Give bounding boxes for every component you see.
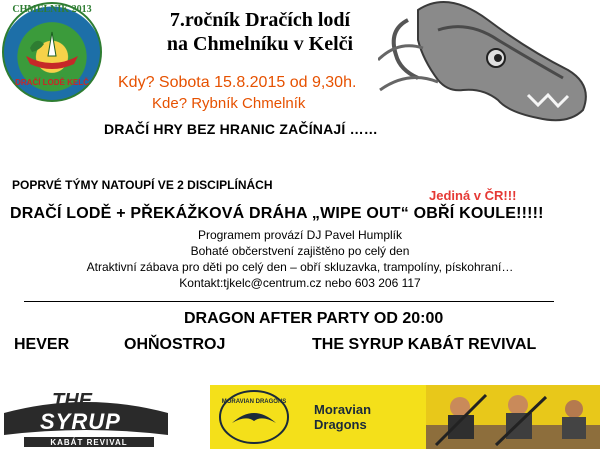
after-party-headline: DRAGON AFTER PARTY OD 20:00 bbox=[184, 310, 444, 327]
info-line-dj: Programem provází DJ Pavel Humplík bbox=[197, 228, 403, 242]
paddlers-photo bbox=[426, 385, 600, 449]
dragon-boat-logo-icon bbox=[22, 26, 82, 72]
event-title bbox=[140, 8, 380, 56]
logo-top-text: CHMELNÍK 2013 bbox=[12, 4, 92, 15]
title-line-2: na Chmelníku v Kelči bbox=[166, 33, 354, 55]
syrup-logo bbox=[0, 383, 172, 449]
games-headline: DRAČÍ HRY BEZ HRANIC ZAČÍNAJÍ …… bbox=[104, 121, 378, 137]
event-place: Kde? Rybník Chmelník bbox=[152, 95, 306, 112]
unique-badge: Jediná v ČR!!! bbox=[429, 188, 517, 203]
dragon-head-icon bbox=[378, 0, 600, 140]
moravian-dragons-badge-icon bbox=[218, 389, 290, 445]
first-time-note: POPRVÉ TÝMY NATOUPÍ VE 2 DISCIPLÍNÁCH bbox=[12, 178, 273, 192]
act-fireworks: OHŇOSTROJ bbox=[124, 336, 226, 353]
info-line-food: Bohaté občerstvení zajištěno po celý den bbox=[190, 244, 410, 258]
disciplines-headline: DRAČÍ LODĚ + PŘEKÁŽKOVÁ DRÁHA „WIPE OUT“ OBŘÍ KOULE!!!!! bbox=[10, 205, 544, 222]
syrup-name-text: SYRUP bbox=[40, 409, 121, 434]
md-name-line-1: Moravian bbox=[314, 402, 372, 417]
logo-bottom-text: DRAČÍ LODĚ KELČ bbox=[15, 78, 89, 87]
act-hever: HEVER bbox=[14, 336, 70, 353]
title-line-1: 7.ročník Dračích lodí bbox=[169, 9, 351, 31]
divider bbox=[24, 301, 554, 302]
info-line-contact: Kontakt:tjkelc@centrum.cz nebo 603 206 117 bbox=[179, 276, 421, 290]
info-line-kids: Atraktivní zábava pro děti po celý den – obří skluzavka, trampolíny, pískohraní… bbox=[86, 260, 514, 274]
md-name-line-2: Dragons bbox=[314, 417, 367, 432]
act-syrup: THE SYRUP KABÁT REVIVAL bbox=[312, 336, 537, 353]
event-date: Kdy? Sobota 15.8.2015 od 9,30h. bbox=[118, 74, 357, 91]
syrup-logo-graphic bbox=[0, 383, 172, 449]
syrup-the-text: THE bbox=[52, 390, 92, 412]
moravian-dragons-banner bbox=[210, 385, 600, 449]
badge-text: MORAVIAN DRAGONS bbox=[221, 399, 287, 405]
moravian-dragons-name bbox=[314, 402, 371, 432]
syrup-sub-text: KABÁT REVIVAL bbox=[50, 438, 128, 447]
